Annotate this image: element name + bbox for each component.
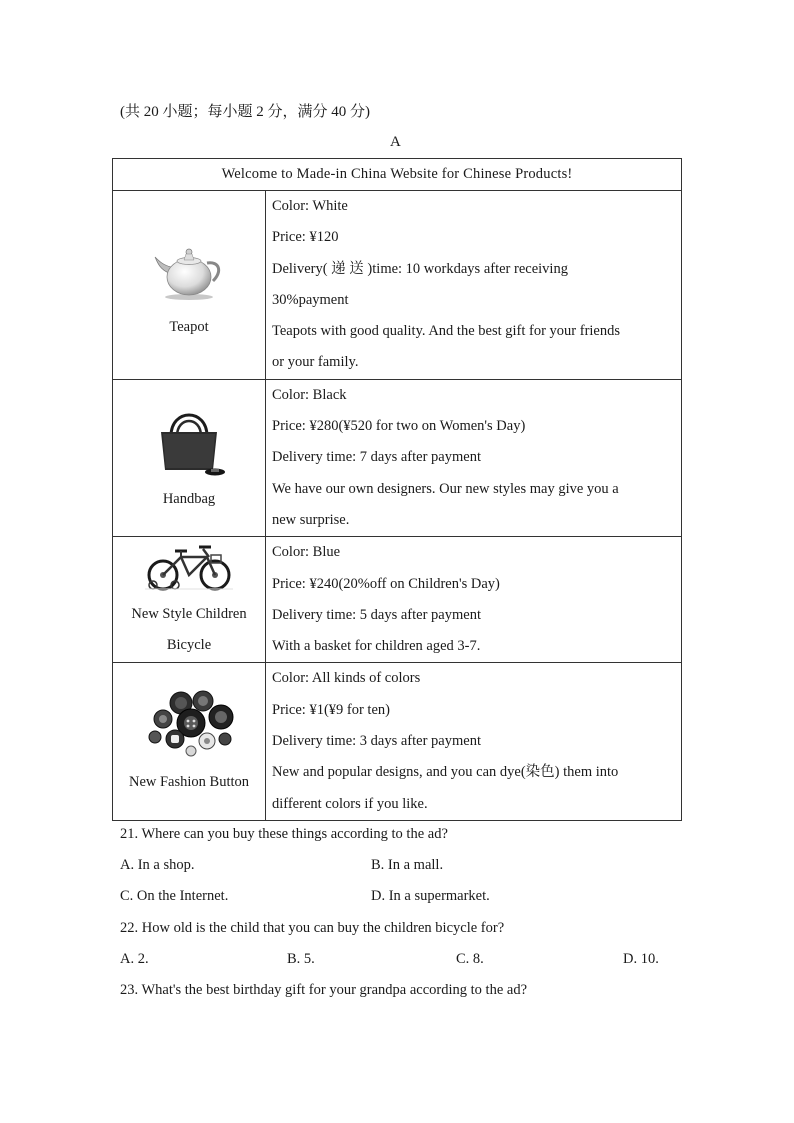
teapot-price: Price: ¥120 [272,229,339,246]
button-color: Color: All kinds of colors [272,670,421,687]
teapot-image-cell [113,191,266,380]
handbag-details [266,379,682,536]
button-desc-cont: different colors if you like. [272,795,428,812]
bicycle-delivery: Delivery time: 5 days after payment [272,606,481,623]
section-instructions: (共 20 小题；每小题 2 分，满分 40 分) [120,104,370,120]
teapot-icon [113,239,265,301]
bicycle-price: Price: ¥240(20%off on Children's Day) [272,575,500,592]
handbag-icon [113,406,265,478]
button-price: Price: ¥1(¥9 for ten) [272,701,390,718]
section-letter: A [390,134,401,150]
handbag-image-cell [113,379,266,536]
product-ad-table [112,158,682,821]
bicycle-color: Color: Blue [272,544,341,561]
teapot-delivery-cont: 30%payment [272,291,349,308]
product-name-teapot: Teapot [169,319,209,335]
buttons-image-cell [113,663,266,820]
question-22-option-c: C. 8. [456,951,484,967]
teapot-desc: Teapots with good quality. And the best gift for your friends [272,323,620,340]
question-21-option-a: A. In a shop. [120,857,195,873]
bicycle-image-cell [113,537,266,663]
bicycle-desc: With a basket for children aged 3-7. [272,638,481,655]
question-21-option-c: C. On the Internet. [120,888,229,904]
teapot-desc-cont: or your family. [272,354,359,371]
question-21-option-b: B. In a mall. [371,857,444,873]
handbag-color: Color: Black [272,386,347,403]
teapot-details [266,191,682,380]
product-name-handbag: Handbag [162,490,216,507]
teapot-delivery: Delivery( 递 送 )time: 10 workdays after receiving [272,260,568,277]
question-22-option-b: B. 5. [287,951,315,967]
question-21-stem: 21. Where can you buy these things according to the ad? [120,826,448,842]
product-name-bicycle-line1: New Style Children [131,606,247,623]
bicycle-icon [113,541,265,593]
bicycle-details [266,537,682,663]
button-desc: New and popular designs, and you can dye(染色) them into [272,764,619,781]
teapot-color: Color: White [272,198,348,214]
question-22-stem: 22. How old is the child that you can buy the children bicycle for? [120,920,505,936]
product-name-bicycle-line2: Bicycle [166,637,212,654]
handbag-delivery: Delivery time: 7 days after payment [272,449,481,466]
handbag-desc-cont: new surprise. [272,511,350,528]
question-22-option-a: A. 2. [120,951,149,967]
buttons-icon [113,689,265,759]
question-23-stem: 23. What's the best birthday gift for your grandpa according to the ad? [120,982,528,998]
question-21-option-d: D. In a supermarket. [371,888,490,904]
button-details [266,663,682,820]
handbag-desc: We have our own designers. Our new styles may give you a [272,480,619,497]
button-delivery: Delivery time: 3 days after payment [272,733,481,750]
product-name-button: New Fashion Button [128,774,250,791]
question-22-option-d: D. 10. [623,951,659,967]
ad-title: Welcome to Made-in China Website for Chinese Products! [113,159,682,191]
handbag-price: Price: ¥280(¥520 for two on Women's Day) [272,418,526,435]
